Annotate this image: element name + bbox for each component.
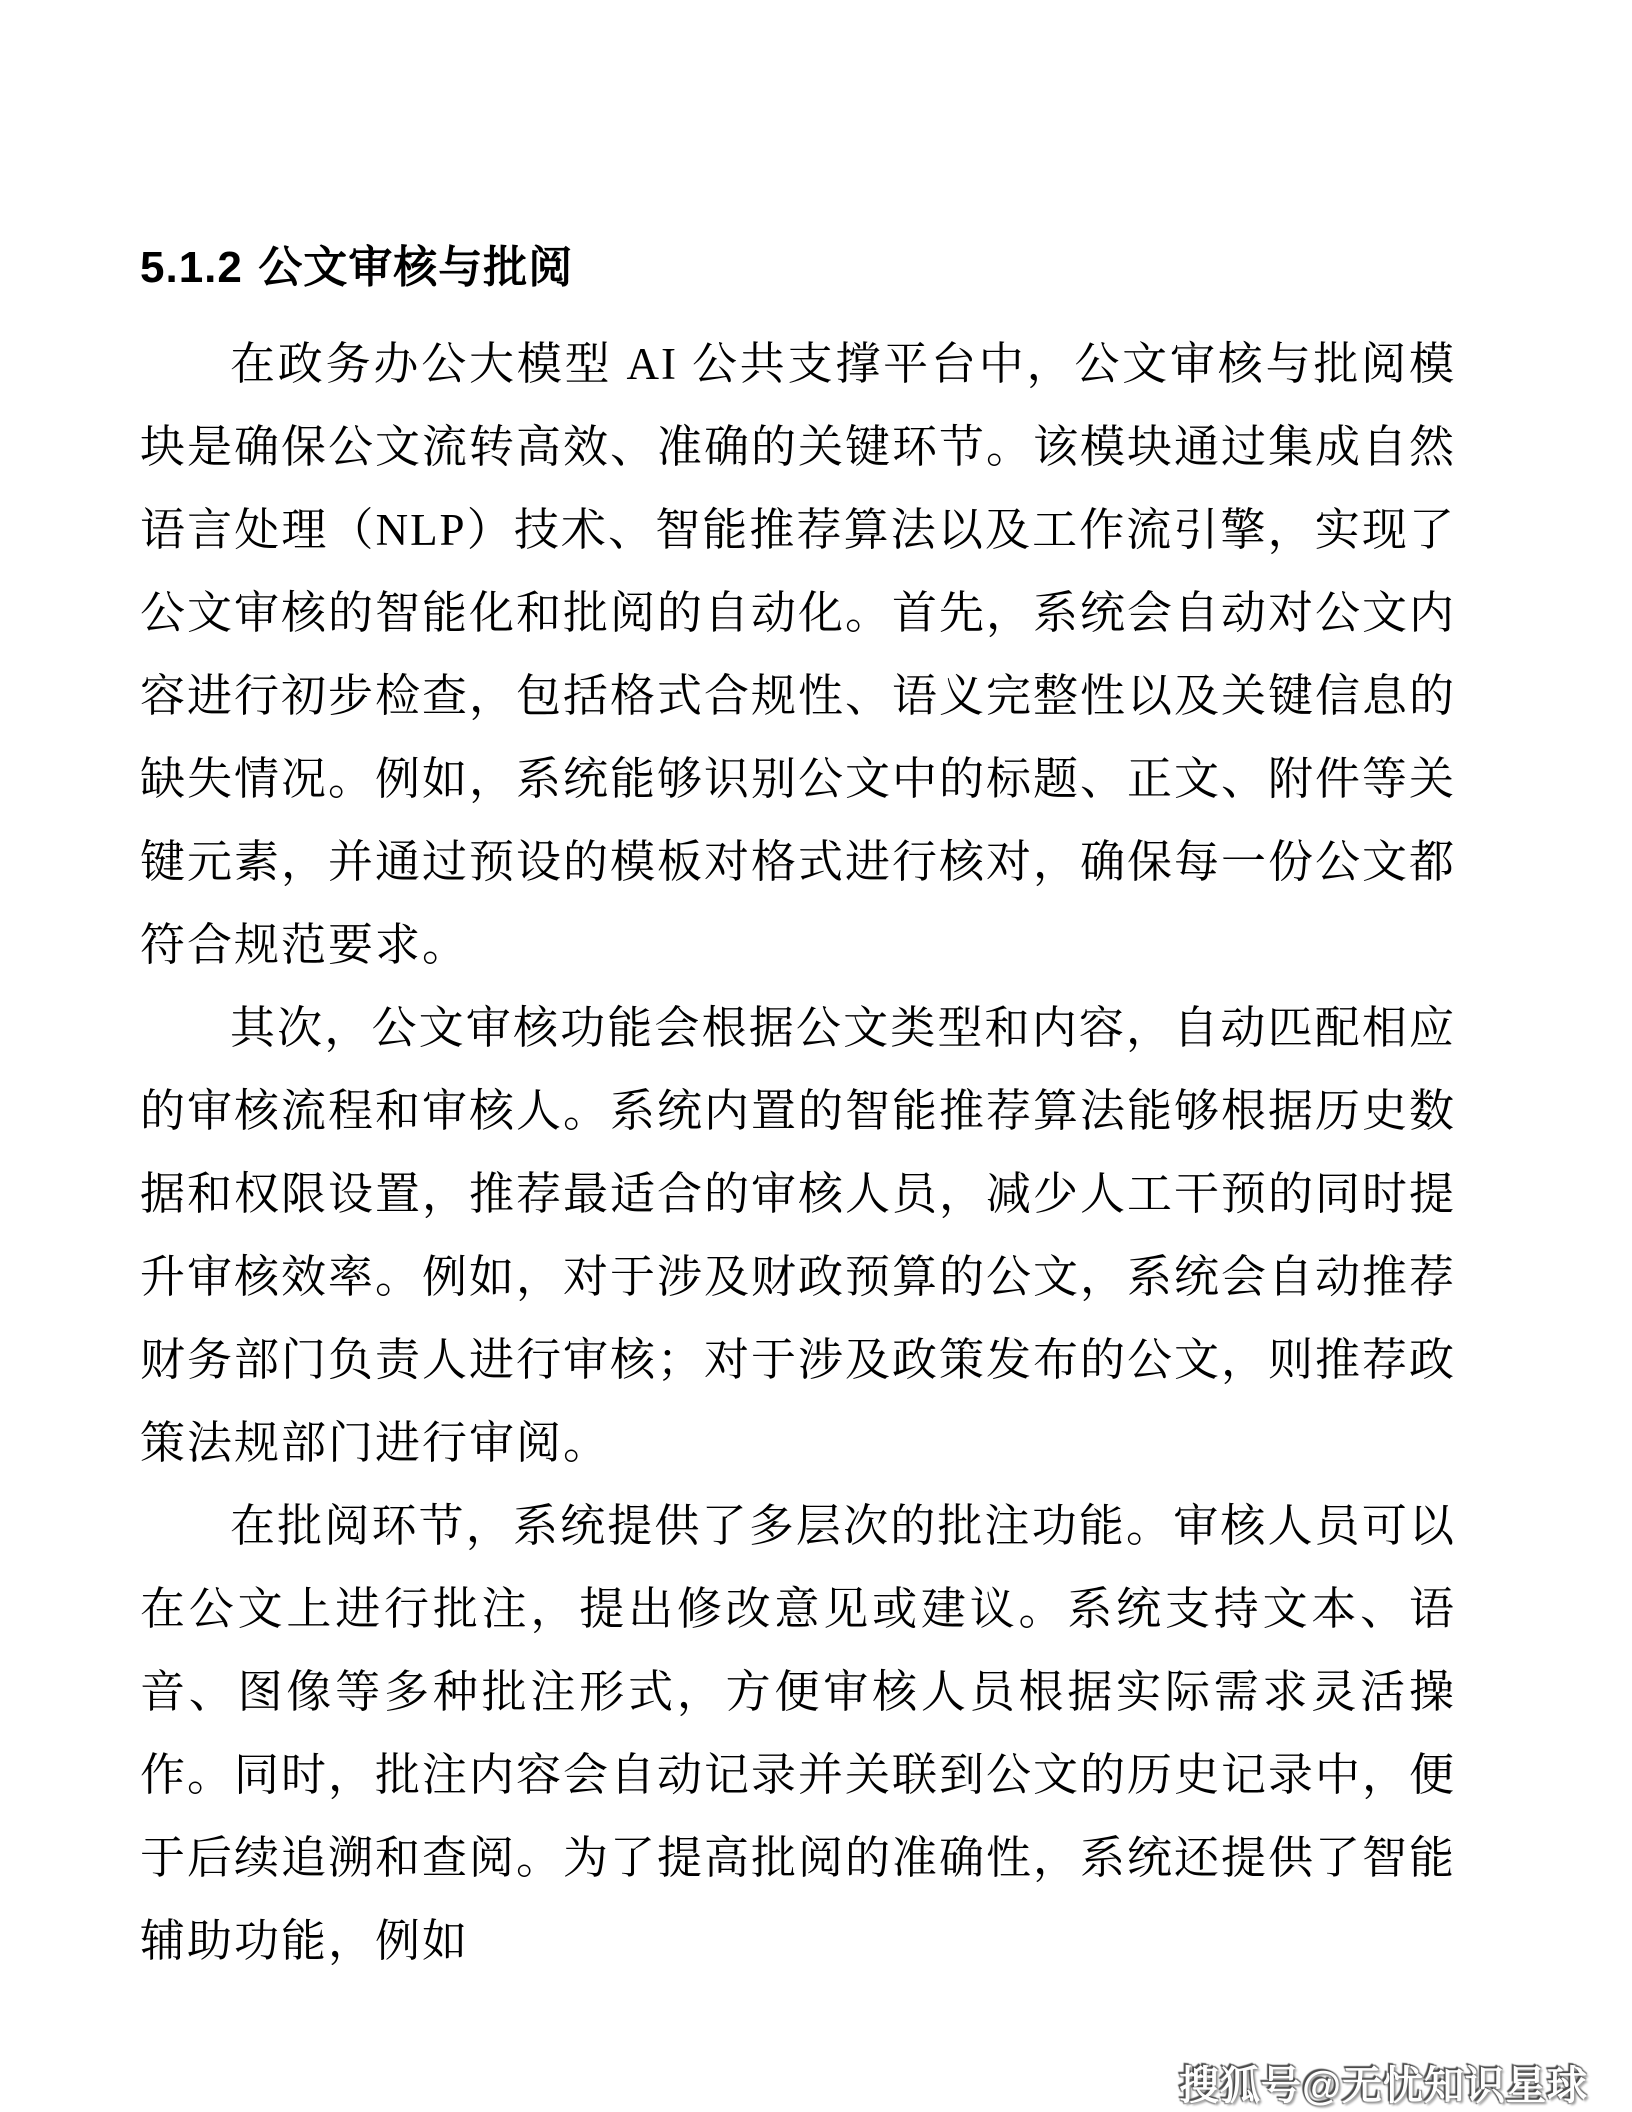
paragraph-2: 其次，公文审核功能会根据公文类型和内容，自动匹配相应的审核流程和审核人。系统内置的智能推荐算法能够根据历史数据和权限设置，推荐最适合的审核人员，减少人工干预的同时提升审核效率。例如，对于涉及财政预算的公文，系统会自动推荐财务部门负责人进行审核；对于涉及政策发布的公文，则推荐政策法规部门进行审阅。 — [140, 1003, 1457, 1468]
section-number: 5.1.2 — [140, 243, 243, 292]
section-title: 公文审核与批阅 — [258, 243, 574, 292]
paragraph-3: 在批阅环节，系统提供了多层次的批注功能。审核人员可以在公文上进行批注，提出修改意见或建议。系统支持文本、语音、图像等多种批注形式，方便审核人员根据实际需求灵活操作。同时，批注内容会自动记录并关联到公文的历史记录中，便于后续追溯和查阅。为了提高批阅的准确性，系统还提供了智能辅助功能，例如 — [140, 1501, 1457, 1966]
section-heading — [140, 243, 1456, 292]
watermark: 搜狐号@无忧知识星球 — [1178, 2064, 1588, 2108]
document-body — [140, 243, 1457, 1983]
paragraph-1: 在政务办公大模型 AI 公共支撑平台中，公文审核与批阅模块是确保公文流转高效、准确的关键环节。该模块通过集成自然语言处理（NLP）技术、智能推荐算法以及工作流引擎，实现了公文审核的智能化和批阅的自动化。首先，系统会自动对公文内容进行初步检查，包括格式合规性、语义完整性以及关键信息的缺失情况。例如，系统能够识别公文中的标题、正文、附件等关键元素，并通过预设的模板对格式进行核对，确保每一份公文都符合规范要求。 — [140, 339, 1457, 970]
body-text — [140, 323, 1456, 1983]
